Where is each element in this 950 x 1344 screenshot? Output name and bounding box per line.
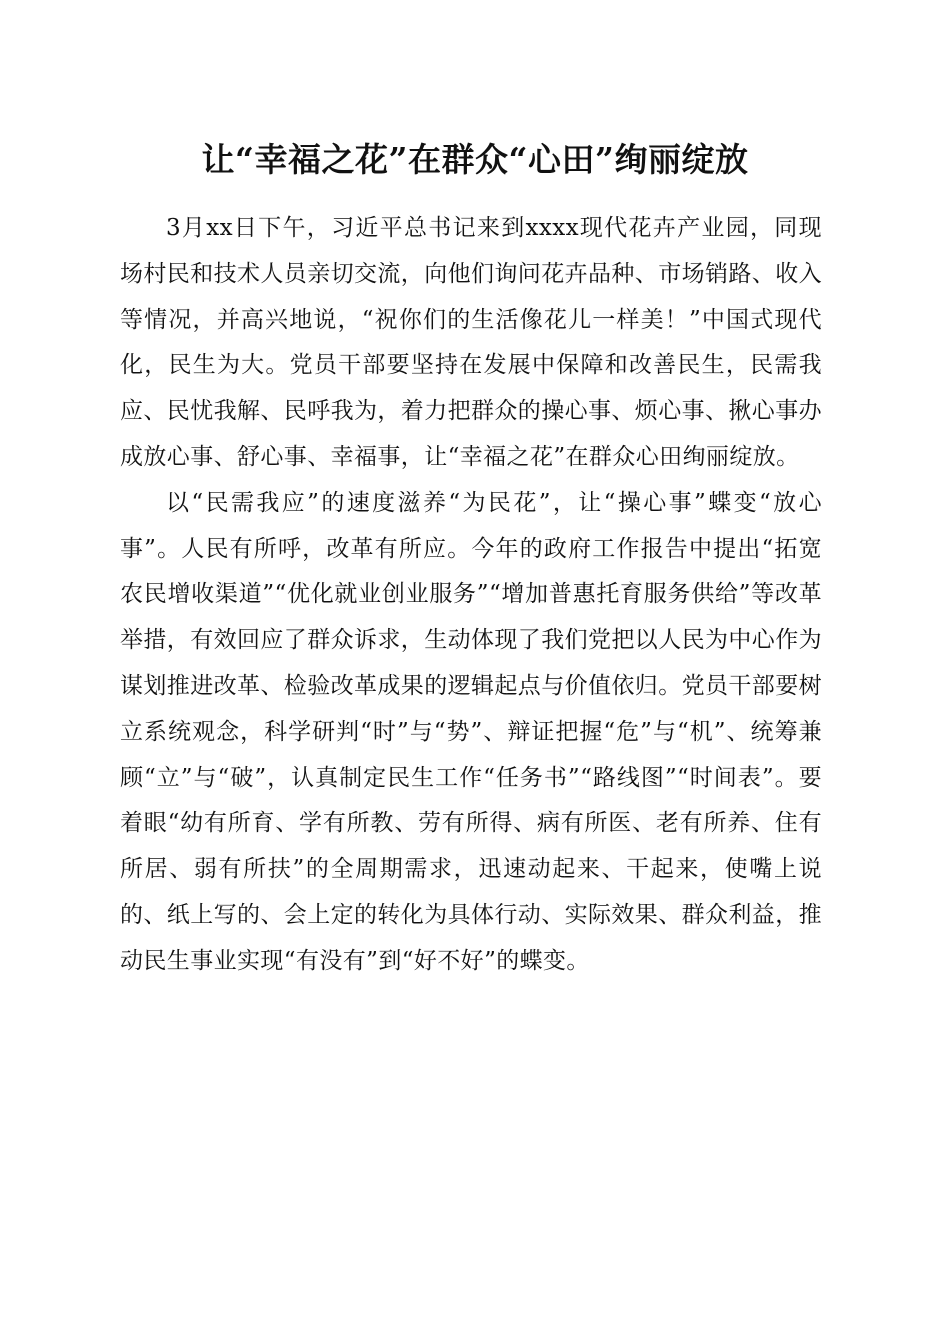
paragraph-1: 3月xx日下午，习近平总书记来到xxxx现代花卉产业园，同现场村民和技术人员亲切交流，向他们询问花卉品种、市场销路、收入等情况，并高兴地说，“祝你们的生活像花儿一样美！”中国式现代化，民生为大。党员干部要坚持在发展中保障和改善民生，民需我应、民忧我解、民呼我为，着力把群众的操心事、烦心事、揪心事办成放心事、舒心事、幸福事，让“幸福之花”在群众心田绚丽绽放。 bbox=[120, 215, 822, 470]
document-body bbox=[120, 206, 822, 985]
paragraph-2: 以“民需我应”的速度滋养“为民花”，让“操心事”蝶变“放心事”。人民有所呼，改革有所应。今年的政府工作报告中提出“拓宽农民增收渠道”“优化就业创业服务”“增加普惠托育服务供给”等改革举措，有效回应了群众诉求，生动体现了我们党把以人民为中心作为谋划推进改革、检验改革成果的逻辑起点与价值依归。党员干部要树立系统观念，科学研判“时”与“势”、辩证把握“危”与“机”、统筹兼顾“立”与“破”，认真制定民生工作“任务书”“路线图”“时间表”。要着眼“幼有所育、学有所教、劳有所得、病有所医、老有所养、住有所居、弱有所扶”的全周期需求，迅速动起来、干起来，使嘴上说的、纸上写的、会上定的转化为具体行动、实际效果、群众利益，推动民生事业实现“有没有”到“好不好”的蝶变。 bbox=[120, 489, 822, 974]
document-title: 让“幸福之花”在群众“心田”绚丽绽放 bbox=[201, 140, 749, 179]
